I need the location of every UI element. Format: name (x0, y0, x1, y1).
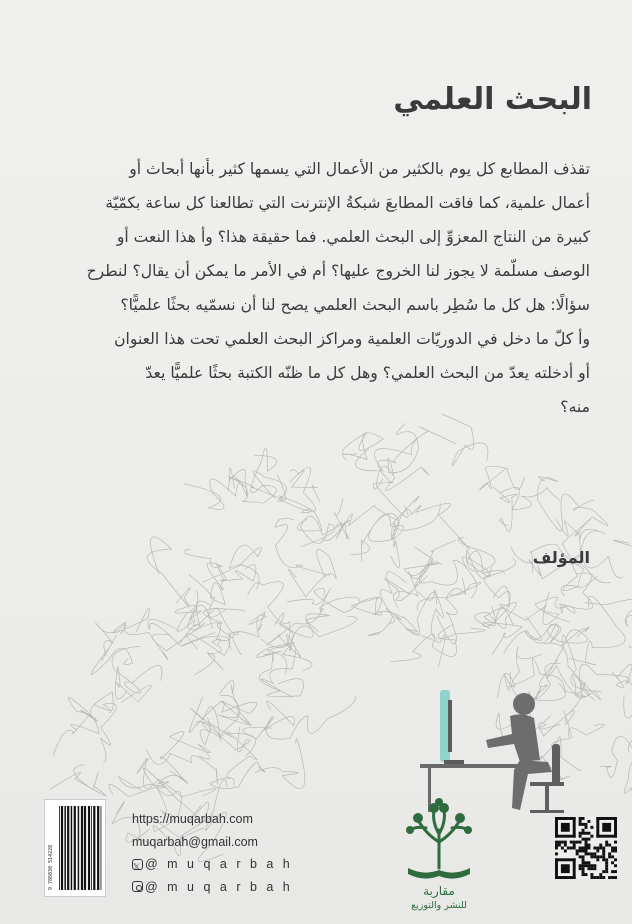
blurb-text (42, 152, 590, 424)
blurb-line: أعمال علمية، كما فاقت المطابعَ شبكةُ الإنترنت التي تطالعنا كل ساعة بكمّيّة (105, 194, 590, 212)
instagram-icon (132, 881, 143, 892)
x-handle[interactable]: @ m u q a r b a h (145, 857, 293, 871)
instagram-handle-row[interactable] (132, 876, 293, 899)
x-icon (132, 859, 143, 870)
website-link[interactable] (132, 808, 293, 831)
book-title: البحث العلمي (393, 82, 592, 117)
author-signature: المؤلف (532, 548, 590, 567)
publisher-name: مقاربة (423, 884, 455, 898)
publisher-subtitle: للنشر والتوزيع (411, 900, 467, 911)
blurb-line: كبيرة من النتاج المعزوِّ إلى البحث العلمي. فما حقيقة هذا؟ وأ هذا النعت أو (116, 228, 590, 246)
blurb-line: وأ كلّ ما دخل في الدوريّات العلمية ومراكز البحث العلمي تحت هذا العنوان (114, 330, 590, 348)
barcode-digits: 9 786030 514228 (48, 844, 54, 890)
website-text[interactable]: https://muqarbah.com (132, 812, 253, 826)
contact-block (132, 808, 293, 898)
email-link[interactable] (132, 831, 293, 854)
blurb-line: تقذف المطابع كل يوم بالكثير من الأعمال التي يسمها كثير بأنها أبحاث أو (129, 160, 590, 178)
blurb-line: أو أدخلته يعدّ من البحث العلمي؟ وهل كل ما ظنّه الكتبة بحثًا علميًّا يعدّ (145, 364, 590, 382)
x-handle-row[interactable] (132, 853, 293, 876)
blurb-line: الوصف مسلّمة لا يجوز لنا الخروج عليها؟ أم في الأمر ما يمكن أن يقال؟ لنطرح (86, 262, 590, 280)
qr-code-icon[interactable] (555, 817, 617, 879)
email-text[interactable]: muqarbah@gmail.com (132, 834, 258, 849)
blurb-line: منه؟ (560, 398, 590, 416)
instagram-handle[interactable]: @ m u q a r b a h (145, 879, 293, 894)
blurb-line: سؤالًا: هل كل ما سُطِر باسم البحث العلمي يصح لنا أن نسمّيه بحثًا علميًّا؟ (120, 296, 590, 314)
